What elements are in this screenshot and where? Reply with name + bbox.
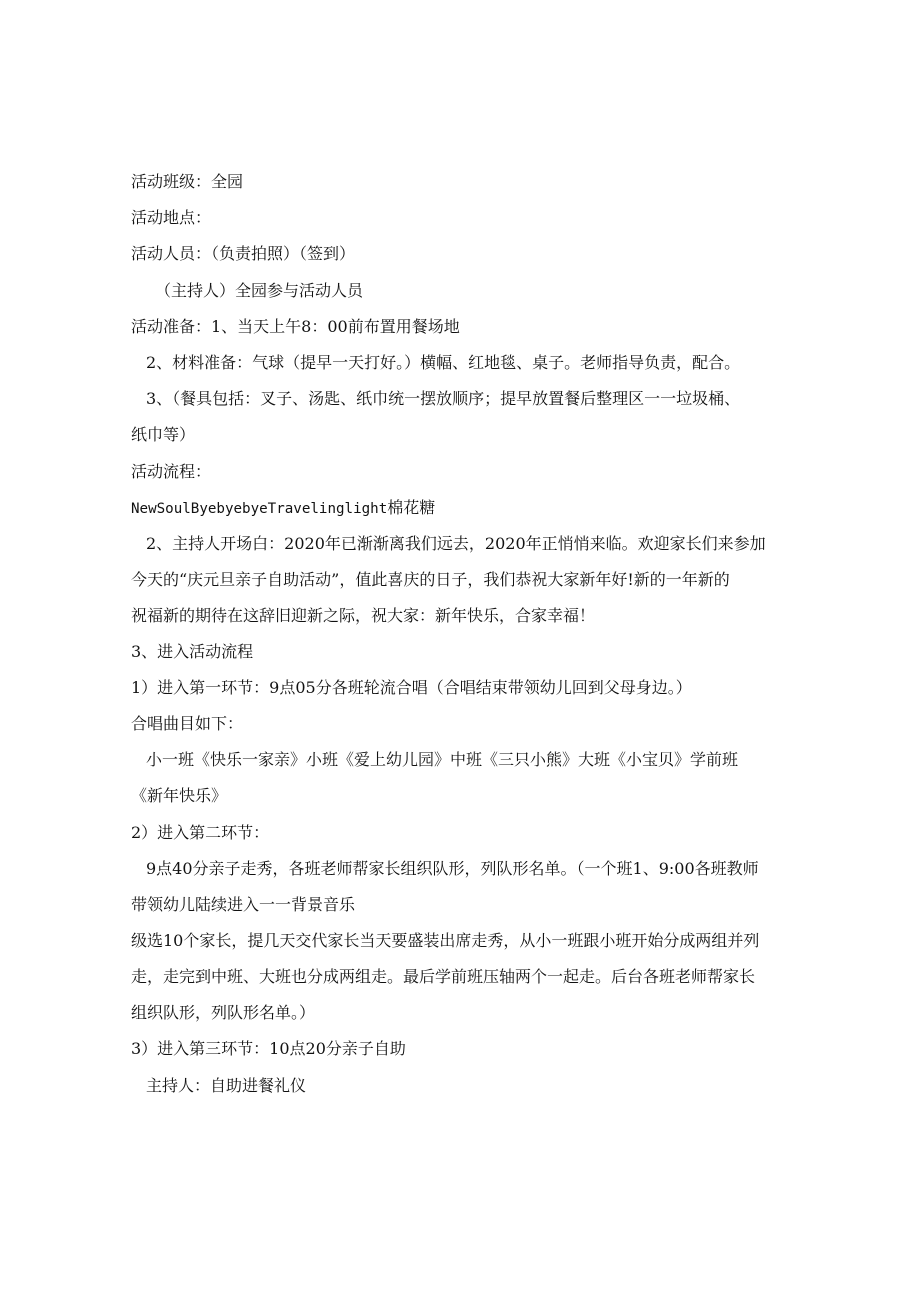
line-activity-class: 活动班级：全园 (131, 172, 244, 191)
line-tableware: 3、（餐具包括：叉子、汤匙、纸巾统一摆放顺序；提早放置餐后整理区一一垃圾桶、 (146, 389, 741, 408)
line-chorus-heading: 合唱曲目如下： (131, 714, 244, 733)
line-fashion-3: 级选10个家长，提几天交代家长当天要盛装出席走秀，从小一班跟小班开始分成两组并列 (131, 931, 760, 950)
line-stage-2: 2）进入第二环节： (131, 823, 270, 842)
line-etiquette: 主持人：自助进餐礼仪 (146, 1076, 307, 1095)
line-tableware-cont: 纸巾等） (131, 425, 196, 444)
line-fashion-4: 走，走完到中班、大班也分成两组走。最后学前班压轴两个一起走。后台各班老师帮家长 (131, 967, 756, 986)
line-host: （主持人）全园参与活动人员 (155, 281, 364, 300)
line-fashion-2: 带领幼儿陆续进入一一背景音乐 (131, 895, 356, 914)
line-fashion-1: 9点40分亲子走秀，各班老师帮家长组织队形，列队形名单。（一个班1、9:00各班教师 (146, 859, 759, 878)
line-opening-1: 2、主持人开场白：2020年已渐渐离我们远去，2020年正悄悄来临。欢迎家长们来参加 (146, 534, 766, 553)
line-materials: 2、材料准备：气球（提早一天打好。）横幅、红地毯、桌子。老师指导负责，配合。 (146, 353, 741, 372)
line-song-list (131, 498, 435, 519)
line-chorus-songs: 小一班《快乐一家亲》小班《爱上幼儿园》中班《三只小熊》大班《小宝贝》学前班 (146, 750, 739, 769)
line-activity-location: 活动地点： (131, 208, 212, 227)
line-preparation: 活动准备：1、当天上午8：00前布置用餐场地 (131, 317, 460, 336)
line-enter-process: 3、进入活动流程 (131, 642, 254, 661)
line-activity-staff: 活动人员：（负责拍照）（签到） (131, 244, 356, 263)
line-chorus-songs-cont: 《新年快乐》 (131, 786, 228, 805)
line-fashion-5: 组织队形，列队形名单。） (131, 1003, 316, 1022)
song-titles: NewSoulByebyebyeTravelinglight (131, 501, 388, 517)
line-opening-2: 今天的“庆元旦亲子自助活动”，值此喜庆的日子，我们恭祝大家新年好!新的一年新的 (131, 570, 730, 589)
line-stage-1: 1）进入第一环节：9点05分各班轮流合唱（合唱结束带领幼儿回到父母身边。） (131, 678, 692, 697)
line-stage-3: 3）进入第三环节：10点20分亲子自助 (131, 1039, 406, 1058)
line-process-heading: 活动流程： (131, 462, 212, 481)
song-title-cn: 棉花糖 (387, 498, 436, 517)
line-opening-3: 祝福新的期待在这辞旧迎新之际，祝大家：新年快乐，合家幸福！ (131, 606, 596, 625)
